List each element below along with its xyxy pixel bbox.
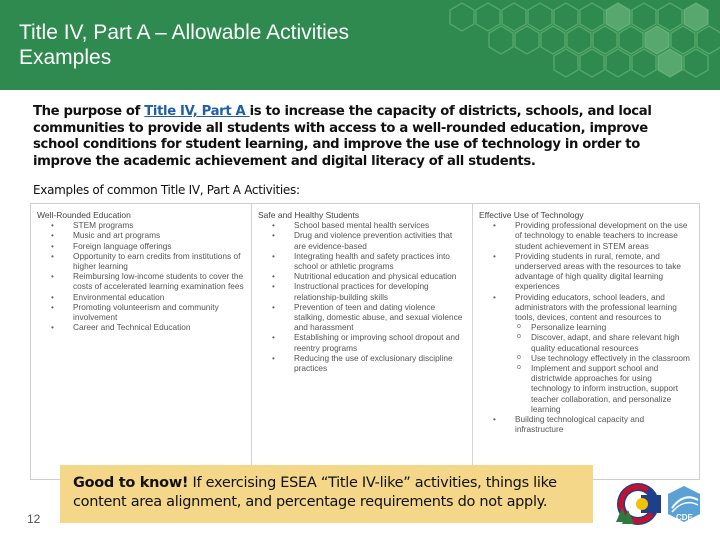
column-heading: Safe and Healthy Students	[258, 210, 360, 220]
list-item: • Prevention of teen and dating violence stalking, domestic abuse, and sexual violence and harassment	[294, 302, 466, 333]
examples-label: Examples of common Title IV, Part A Activities:	[33, 183, 300, 197]
list-item: • Building technological capacity and infrastructure	[515, 414, 693, 434]
activity-list	[31, 220, 251, 332]
sub-list-item: o Discover, adapt, and share relevant high quality educational resources	[531, 332, 693, 352]
list-item: • Providing educators, school leaders, and administrators with the professional learning tools, devices, content and resources to	[515, 292, 693, 323]
colorado-cde-logo	[608, 478, 718, 530]
list-item: • Career and Technical Education	[73, 322, 245, 332]
list-item: • Promoting volunteerism and community involvement	[73, 302, 245, 322]
title-iv-link[interactable]: Title IV, Part A	[144, 104, 250, 119]
good-to-know-body: If exercising ESEA “Title IV-like” activities, things like content area alignment, and percentage requirements do not apply.	[73, 475, 557, 510]
slide-title-line1: Title IV, Part A – Allowable Activities	[19, 21, 349, 44]
hexagon-pattern	[420, 0, 720, 90]
list-item: • Integrating health and safety practices into school or athletic programs	[294, 251, 466, 271]
activities-table	[30, 203, 700, 480]
purpose-text-rest: is to increase the capacity of districts, schools, and local communities to provide all students with access to a well-rounded education, improve school conditions for student learning, and improve the use of technology in order to improve the academic achievement and digital literacy of all students.	[33, 104, 652, 169]
list-item: • School based mental health services	[294, 220, 466, 230]
slide-title-line2: Examples	[19, 46, 112, 69]
list-item: • Foreign language offerings	[73, 241, 245, 251]
slide-number: 12	[27, 512, 41, 526]
activity-list	[473, 220, 699, 322]
list-item: • Music and art programs	[73, 230, 245, 240]
list-item: • Instructional practices for developing relationship-building skills	[294, 281, 466, 301]
sub-list-item: o Implement and support school and districtwide approaches for using technology to inform instruction, support teacher collaboration, and personalize learning	[531, 363, 693, 414]
sub-list-item: o Personalize learning	[531, 322, 693, 332]
good-to-know-text	[73, 474, 588, 512]
list-item: • Nutritional education and physical education	[294, 271, 466, 281]
list-item: • Drug and violence prevention activities that are evidence-based	[294, 230, 466, 250]
list-item: • Reimbursing low-income students to cover the costs of accelerated learning examination fees	[73, 271, 245, 291]
list-item: • STEM programs	[73, 220, 245, 230]
activity-list	[473, 414, 699, 434]
list-item: • Establishing or improving school dropout and reentry programs	[294, 332, 466, 352]
slide-title	[19, 20, 439, 70]
list-item: • Reducing the use of exclusionary discipline practices	[294, 353, 466, 373]
list-item: • Opportunity to earn credits from institutions of higher learning	[73, 251, 245, 271]
list-item: • Providing professional development on the use of technology to enable teachers to increase student achievement in STEM areas	[515, 220, 693, 251]
title-banner	[0, 0, 720, 90]
list-item: • Providing students in rural, remote, and underserved areas with the resources to take advantage of high quality digital learning experiences	[515, 251, 693, 292]
good-to-know-lead: Good to know!	[73, 475, 189, 491]
colorado-c-icon	[614, 480, 661, 527]
column-heading: Well-Rounded Education	[37, 210, 131, 220]
column-heading: Effective Use of Technology	[479, 210, 584, 220]
list-item: • Environmental education	[73, 292, 245, 302]
activity-list	[252, 220, 472, 373]
purpose-paragraph	[33, 104, 673, 170]
purpose-text-start: The purpose of	[33, 104, 145, 119]
cde-label: CDE	[676, 513, 693, 522]
good-to-know-callout	[60, 465, 593, 523]
column-effective-use-of-technology	[473, 204, 699, 479]
sub-list-item: o Use technology effectively in the classroom	[531, 353, 693, 363]
column-well-rounded-education	[31, 204, 252, 479]
column-safe-and-healthy-students	[252, 204, 473, 479]
cde-icon	[668, 486, 700, 522]
activity-sublist	[473, 322, 699, 414]
